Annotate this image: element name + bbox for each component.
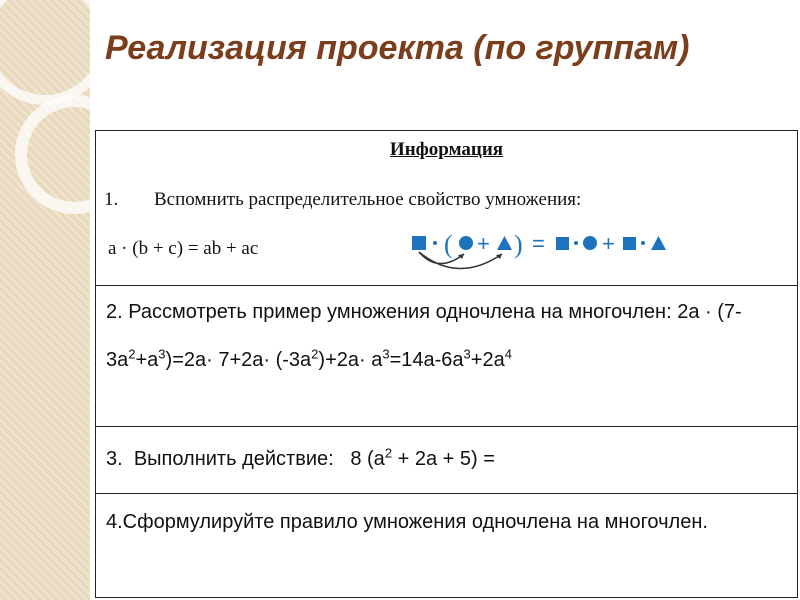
dot-icon xyxy=(574,241,578,245)
item-3 xyxy=(106,435,787,483)
item-1-number: 1. xyxy=(104,189,119,210)
item-3-text: Выполнить действие: xyxy=(133,448,334,470)
square-icon xyxy=(412,236,426,250)
circle-icon xyxy=(583,236,597,250)
dot-icon xyxy=(641,241,645,245)
table-row-rule xyxy=(96,494,797,599)
circle-icon xyxy=(459,236,473,250)
plus-icon: + xyxy=(477,231,490,256)
dot-icon xyxy=(433,241,437,245)
info-heading: Информация xyxy=(389,139,504,160)
info-table xyxy=(95,130,798,598)
triangle-icon xyxy=(497,236,512,250)
item-2-text: Рассмотреть пример умножения одночлена на многочлен: xyxy=(128,301,672,323)
distributive-formula: a · (b + c) = ab + ac xyxy=(108,238,259,259)
slide-title: Реализация проекта (по группам) xyxy=(105,29,690,67)
item-2-number: 2. xyxy=(106,301,123,323)
paren-icon: ) xyxy=(514,230,523,259)
item-1 xyxy=(104,189,581,211)
item-2-expression: $2a \cdot (7-3a^2+a^3)=2a\cdot 7+2a\cdot (-3a^2)+2a\cdot a^3=14a-6a^3+2a^4$ xyxy=(106,301,742,371)
equals-icon: = xyxy=(532,231,545,256)
plus-icon: + xyxy=(602,231,615,256)
paren-icon: ( xyxy=(444,230,453,259)
table-row-task xyxy=(96,427,797,494)
item-3-expression: 8 $(a^2 + 2a + 5)$ = xyxy=(350,445,495,470)
triangle-icon xyxy=(651,236,666,250)
square-icon xyxy=(623,237,636,250)
distributive-diagram xyxy=(408,226,778,276)
decorative-ring xyxy=(0,0,110,105)
table-row-info xyxy=(96,131,797,286)
item-3-number: 3. xyxy=(106,448,123,470)
table-row-example xyxy=(96,286,797,427)
item-1-text: Вспомнить распределительное свойство умножения: xyxy=(154,189,582,210)
item-2 xyxy=(106,288,787,384)
square-icon xyxy=(556,237,569,250)
item-4: 4.Сформулируйте правило умножения одночлена на многочлен. xyxy=(106,511,708,533)
